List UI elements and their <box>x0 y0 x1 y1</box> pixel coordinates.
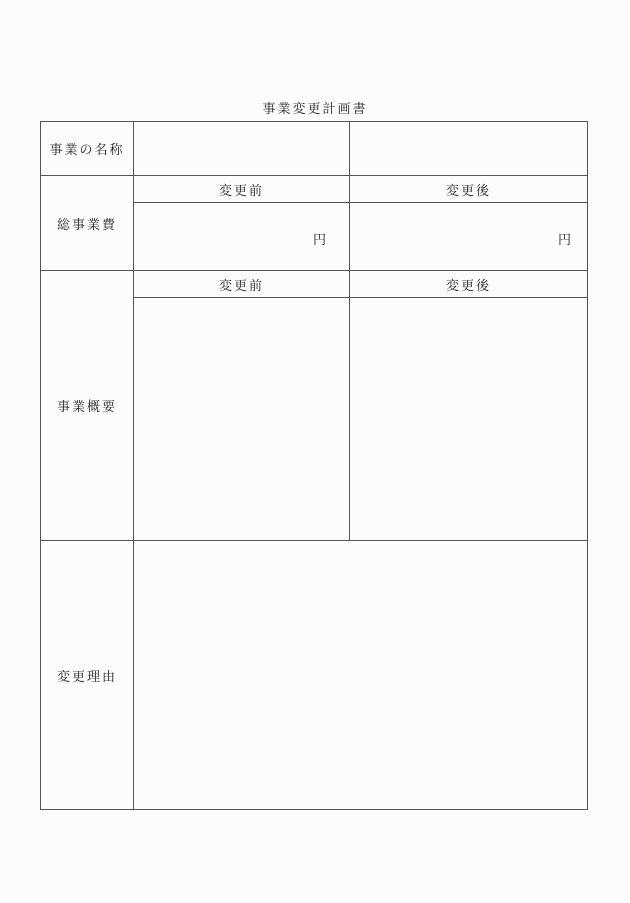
project-name-field-right[interactable] <box>350 122 587 175</box>
total-cost-before-unit: 円 <box>313 233 327 248</box>
border-bottom <box>40 809 588 810</box>
total-cost-after-field[interactable] <box>350 203 587 270</box>
overview-label: 事業概要 <box>56 400 117 415</box>
reason-field[interactable] <box>134 541 587 809</box>
total-cost-before-header: 変更前 <box>218 183 264 199</box>
total-cost-after-header: 変更後 <box>445 183 491 199</box>
total-cost-label: 総事業費 <box>56 217 117 233</box>
reason-label: 変更理由 <box>56 669 117 685</box>
project-name-field-left[interactable] <box>134 122 349 175</box>
project-name-label: 事業の名称 <box>49 143 125 158</box>
document-title: 事業変更計画書 <box>262 102 368 117</box>
overview-after-field[interactable] <box>350 298 587 540</box>
overview-before-field[interactable] <box>134 298 349 540</box>
overview-before-header: 変更前 <box>218 278 264 294</box>
border-right <box>587 121 588 810</box>
overview-after-header: 変更後 <box>445 278 491 294</box>
total-cost-after-unit: 円 <box>558 233 572 248</box>
